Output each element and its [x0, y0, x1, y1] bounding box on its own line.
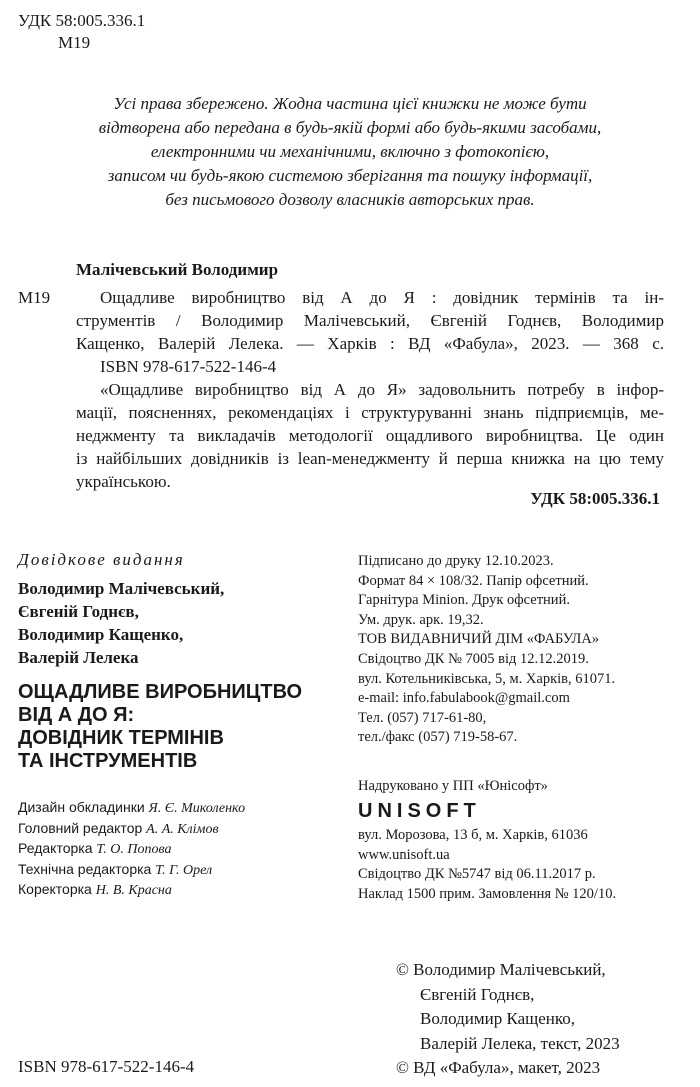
staff-name: Т. Г. Орел — [155, 862, 213, 878]
staff-role: Головний редактор — [18, 819, 143, 836]
notice-line: Усі права збережено. Жодна частина цієї книжки не може бути — [113, 94, 587, 113]
record-isbn: ISBN 978-617-522-146-4 — [100, 357, 277, 376]
publisher-phone: Тел. (057) 717-61-80, — [358, 709, 487, 726]
record-line: із найбільших довідників із lean-менеджменту й перша книжка на цю тему — [76, 449, 664, 468]
title-line: ОЩАДЛИВЕ ВИРОБНИЦТВО — [18, 681, 303, 703]
copyright-line: Валерій Лелека, текст, 2023 — [420, 1033, 620, 1053]
author-name: Володимир Малічевський, — [18, 579, 225, 598]
copyright-line: © ВД «Фабула», макет, 2023 — [396, 1058, 601, 1077]
publisher-email: e-mail: info.fabulabook@gmail.com — [358, 690, 570, 707]
record-line: неджменту та викладачів методології ощадливого виробництва. Це один — [76, 426, 664, 445]
print-line: Свідоцтво ДК № 7005 від 12.12.2019. — [358, 650, 589, 667]
book-title — [18, 681, 302, 773]
copyright-notice — [20, 92, 680, 212]
staff-credits — [18, 798, 245, 901]
print-line: Ум. друк. арк. 19,32. — [358, 611, 484, 628]
staff-role: Коректорка — [18, 881, 92, 897]
notice-line: електронними чи механічними, включно з фотокопією, — [150, 142, 550, 161]
print-line: Підписано до друку 12.10.2023. — [358, 553, 554, 569]
title-line: ТА ІНСТРУМЕНТІВ — [18, 750, 198, 772]
record-line: українською. — [76, 472, 171, 491]
printer-address: вул. Морозова, 13 б, м. Харків, 61036 — [358, 827, 588, 843]
notice-line: записом чи будь-якою системою зберігання та пошуку інформації, — [107, 166, 593, 185]
copyright-holders — [396, 958, 620, 1081]
udk-code: УДК 58:005.336.1 — [18, 11, 146, 30]
udk-header — [18, 10, 145, 54]
staff-row — [18, 880, 245, 901]
staff-name: Т. О. Попова — [96, 842, 172, 857]
notice-line: відтворена або передана в будь-якій формі або будь-якими засобами, — [98, 118, 602, 137]
record-line: Ощадливе виробництво від А до Я : довідник термінів та ін- — [100, 288, 664, 307]
catalog-code: М19 — [58, 33, 91, 52]
staff-name: Н. В. Красна — [95, 883, 172, 898]
record-line: «Ощадливе виробництво від А до Я» задовольнить потребу в інфор- — [100, 380, 664, 399]
print-line: Формат 84 × 108/32. Папір офсетний. — [358, 572, 589, 589]
copyright-line: Володимир Кащенко, — [420, 1009, 576, 1028]
staff-row — [18, 839, 245, 860]
title-line: ДОВІДНИК ТЕРМІНІВ — [18, 727, 224, 749]
print-info — [358, 552, 615, 748]
notice-line: без письмового дозволу власників авторських прав. — [165, 190, 535, 209]
staff-role: Редакторка — [18, 840, 93, 856]
staff-name: Я. Є. Миколенко — [148, 801, 246, 816]
staff-role: Технічна редакторка — [18, 860, 152, 877]
staff-row — [18, 860, 245, 881]
publisher-fax: тел./факс (057) 719-58-67. — [358, 729, 518, 746]
copyright-line: © Володимир Малічевський, — [396, 960, 606, 979]
printer-info — [358, 826, 616, 904]
record-line: струментів / Володимир Малічевський, Євгеній Годнєв, Володимир — [76, 311, 664, 330]
staff-name: А. А. Клімов — [146, 821, 219, 837]
catalog-code-side: М19 — [18, 288, 51, 307]
staff-role: Дизайн обкладинки — [18, 799, 145, 815]
author-name: Володимир Кащенко, — [18, 625, 184, 644]
print-line: Гарнітура Minion. Друк офсетний. — [358, 592, 570, 609]
copyright-line: Євгеній Годнєв, — [420, 984, 535, 1004]
record-line: мації, поясненнях, рекомендаціях і структуруванні знань підприємців, ме- — [76, 403, 664, 422]
isbn: ISBN 978-617-522-146-4 — [18, 1057, 195, 1076]
staff-row — [18, 798, 245, 819]
edition-authors — [18, 577, 224, 669]
printer-cert: Свідоцтво ДК №5747 від 06.11.2017 р. — [358, 866, 596, 883]
catalog-record — [76, 286, 664, 493]
staff-row — [18, 819, 245, 840]
printer-run: Наклад 1500 прим. Замовлення № 120/10. — [358, 885, 617, 902]
printer-note: Надруковано у ПП «Юнісофт» — [358, 778, 548, 794]
catalog-udk: УДК 58:005.336.1 — [530, 489, 660, 508]
author-name: Євгеній Годнєв, — [18, 602, 139, 621]
title-line: ВІД А ДО Я: — [18, 704, 135, 726]
catalog-author: Малічевський Володимир — [76, 260, 279, 279]
publisher-name: ТОВ ВИДАВНИЧИЙ ДІМ «ФАБУЛА» — [358, 631, 600, 648]
edition-kind: Довідкове видання — [18, 550, 185, 569]
publisher-address: вул. Котельниківська, 5, м. Харків, 61071. — [358, 670, 616, 687]
printer-website: www.unisoft.ua — [358, 846, 450, 863]
author-name: Валерій Лелека — [18, 648, 139, 667]
record-line: Кащенко, Валерій Лелека. — Харків : ВД «Фабула», 2023. — 368 с. — [76, 334, 664, 353]
unisoft-logo: UNISOFT — [358, 800, 481, 822]
